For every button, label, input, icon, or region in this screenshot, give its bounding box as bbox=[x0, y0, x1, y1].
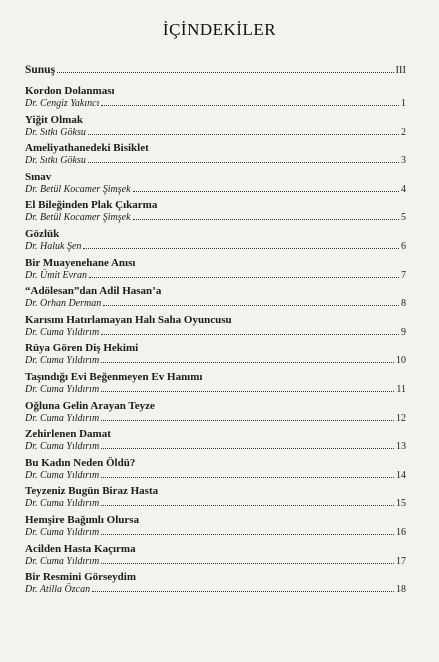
entry-author: Dr. Cuma Yıldırım bbox=[25, 412, 100, 424]
entry-author-line bbox=[25, 556, 406, 568]
entry-author: Dr. Cuma Yıldırım bbox=[25, 355, 100, 367]
entry-title: Gözlük bbox=[25, 227, 60, 240]
entry-page-number: 17 bbox=[396, 555, 406, 567]
entry-page-number: 18 bbox=[396, 584, 406, 596]
entry-author-line bbox=[25, 498, 406, 510]
dot-leader bbox=[92, 590, 394, 592]
entry-list bbox=[25, 84, 406, 599]
entry-title: Ameliyathanedeki Bisiklet bbox=[25, 142, 149, 155]
toc-entry[interactable] bbox=[25, 484, 406, 513]
entry-page-number: 1 bbox=[401, 98, 406, 109]
entry-title: Acilden Hasta Kaçırma bbox=[25, 542, 136, 555]
dot-leader bbox=[101, 562, 394, 564]
dot-leader bbox=[101, 361, 394, 363]
entry-author: Dr. Betül Kocamer Şimşek bbox=[25, 212, 131, 224]
entry-title: “Adölesan”dan Adil Hasan’a bbox=[25, 285, 162, 298]
entry-author-line bbox=[25, 527, 406, 539]
entry-page-number: 13 bbox=[396, 441, 406, 453]
toc-entry[interactable] bbox=[25, 284, 406, 313]
entry-author: Dr. Cuma Yıldırım bbox=[25, 441, 100, 453]
entry-title: Kordon Dolanması bbox=[25, 85, 115, 97]
entry-author-line bbox=[25, 355, 406, 367]
dot-leader bbox=[57, 71, 393, 73]
entry-page-number: 16 bbox=[396, 526, 406, 538]
entry-author: Dr. Ümit Evran bbox=[25, 269, 87, 281]
entry-author: Dr. Cuma Yıldırım bbox=[25, 326, 100, 338]
entry-title: Bir Resmini Görseydim bbox=[25, 571, 137, 584]
entry-page-number: 3 bbox=[401, 155, 406, 167]
entry-page-number: 4 bbox=[401, 183, 406, 195]
toc-entry[interactable] bbox=[25, 256, 406, 285]
entry-author-line bbox=[25, 155, 406, 167]
toc-entry[interactable] bbox=[25, 341, 406, 370]
entry-author-line bbox=[25, 584, 406, 596]
entry-page-number: 14 bbox=[396, 469, 406, 481]
dot-leader bbox=[88, 161, 399, 163]
entry-author: Dr. Cuma Yıldırım bbox=[25, 383, 100, 395]
entry-title: Karısını Hatırlamayan Halı Saha Oyuncusu bbox=[25, 313, 232, 326]
table-of-contents bbox=[25, 64, 406, 599]
entry-author-line bbox=[25, 298, 406, 310]
entry-page-number: 8 bbox=[401, 298, 406, 310]
toc-entry[interactable] bbox=[25, 542, 406, 571]
entry-author-line bbox=[25, 270, 406, 282]
entry-page-number: 6 bbox=[401, 240, 406, 252]
toc-entry[interactable] bbox=[25, 456, 406, 485]
entry-author: Dr. Cuma Yıldırım bbox=[25, 469, 100, 481]
dot-leader bbox=[133, 190, 399, 192]
entry-page-number: 2 bbox=[401, 126, 406, 138]
dot-leader bbox=[83, 247, 399, 249]
entry-author-line bbox=[25, 441, 406, 453]
dot-leader bbox=[89, 276, 399, 278]
preface-page-number: III bbox=[395, 65, 406, 76]
entry-title: Rüya Gören Diş Hekimi bbox=[25, 342, 139, 355]
entry-title: Oğluna Gelin Arayan Teyze bbox=[25, 399, 155, 412]
toc-entry[interactable] bbox=[25, 170, 406, 199]
entry-page-number: 7 bbox=[401, 269, 406, 281]
entry-page-number: 9 bbox=[401, 326, 406, 338]
toc-entry[interactable] bbox=[25, 427, 406, 456]
entry-author: Dr. Betül Kocamer Şimşek bbox=[25, 183, 131, 195]
entry-title: Zehirlenen Damat bbox=[25, 428, 111, 441]
dot-leader bbox=[101, 476, 394, 478]
toc-entry[interactable] bbox=[25, 227, 406, 256]
toc-entry[interactable] bbox=[25, 570, 406, 599]
dot-leader bbox=[103, 304, 399, 306]
entry-author: Dr. Haluk Şen bbox=[25, 240, 82, 252]
dot-leader bbox=[101, 333, 399, 335]
entry-title: Taşındığı Evi Beğenmeyen Ev Hanımı bbox=[25, 370, 203, 383]
dot-leader bbox=[101, 533, 394, 535]
entry-title: El Bileğinden Plak Çıkarma bbox=[25, 199, 158, 212]
entry-title: Bu Kadın Neden Öldü? bbox=[25, 456, 136, 469]
entry-title: Bir Muayenehane Anısı bbox=[25, 256, 136, 269]
toc-entry[interactable] bbox=[25, 370, 406, 399]
entry-author-line bbox=[25, 127, 406, 139]
toc-entry[interactable] bbox=[25, 399, 406, 428]
dot-leader bbox=[88, 133, 399, 135]
entry-author: Dr. Cuma Yıldırım bbox=[25, 498, 100, 510]
preface-label: Sunuş bbox=[25, 64, 56, 76]
dot-leader bbox=[101, 504, 394, 506]
entry-title: Yiğit Olmak bbox=[25, 113, 83, 126]
entry-title: Teyzeniz Bugün Biraz Hasta bbox=[25, 485, 159, 498]
toc-entry[interactable] bbox=[25, 198, 406, 227]
entry-author-line bbox=[25, 384, 406, 396]
dot-leader bbox=[101, 447, 394, 449]
entry-author-line bbox=[25, 413, 406, 425]
entry-author-line bbox=[25, 327, 406, 339]
entry-page-number: 11 bbox=[396, 383, 406, 395]
entry-author: Dr. Cuma Yıldırım bbox=[25, 526, 100, 538]
entry-title: Sınav bbox=[25, 170, 52, 183]
entry-author: Dr. Sıtkı Göksu bbox=[25, 126, 86, 138]
entry-author-line bbox=[25, 98, 406, 110]
entry-author: Dr. Sıtkı Göksu bbox=[25, 155, 86, 167]
dot-leader bbox=[101, 390, 394, 392]
entry-author-line bbox=[25, 470, 406, 482]
toc-entry[interactable] bbox=[25, 113, 406, 142]
preface-entry[interactable] bbox=[25, 64, 406, 84]
entry-title: Hemşire Bağımlı Olursa bbox=[25, 513, 140, 526]
entry-author: Dr. Cengiz Yakıncı bbox=[25, 98, 100, 109]
entry-author: Dr. Cuma Yıldırım bbox=[25, 555, 100, 567]
entry-author-line bbox=[25, 241, 406, 253]
entry-page-number: 10 bbox=[396, 355, 406, 367]
entry-author-line bbox=[25, 212, 406, 224]
entry-author: Dr. Orhan Derman bbox=[25, 298, 102, 310]
toc-entry[interactable] bbox=[25, 84, 406, 113]
entry-author-line bbox=[25, 184, 406, 196]
page-title: İÇİNDEKİLER bbox=[162, 20, 277, 39]
entry-page-number: 15 bbox=[396, 498, 406, 510]
toc-entry[interactable] bbox=[25, 313, 406, 342]
entry-page-number: 5 bbox=[401, 212, 406, 224]
entry-author: Dr. Atilla Özcan bbox=[25, 584, 91, 596]
toc-entry[interactable] bbox=[25, 141, 406, 170]
dot-leader bbox=[101, 104, 399, 106]
dot-leader bbox=[101, 419, 394, 421]
dot-leader bbox=[133, 218, 399, 220]
entry-page-number: 12 bbox=[396, 412, 406, 424]
toc-entry[interactable] bbox=[25, 513, 406, 542]
